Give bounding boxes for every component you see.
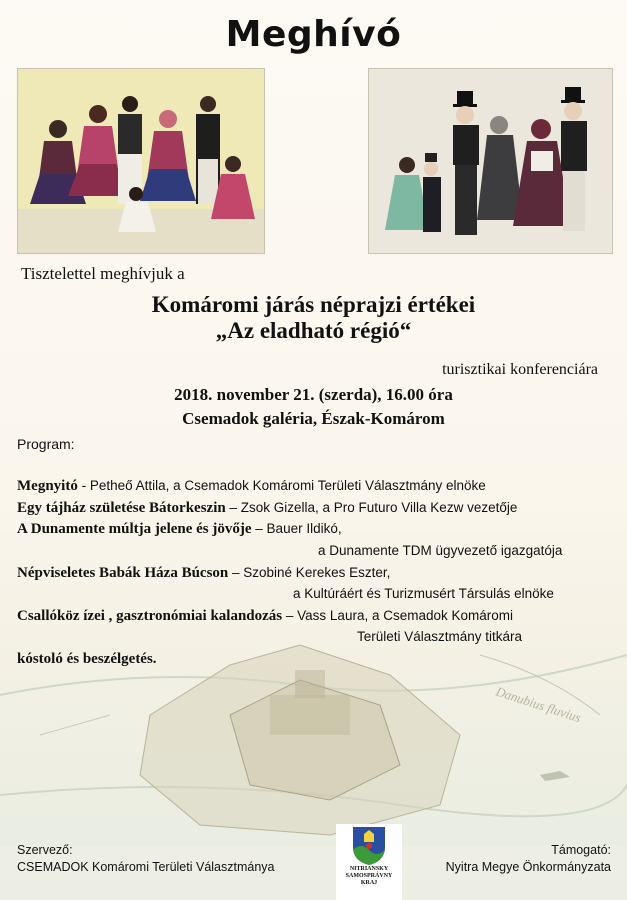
program-item-speaker: – Vass Laura, a Csemadok Komáromi [282, 608, 514, 623]
nitra-region-crest [336, 824, 402, 900]
crest-text-1: NITRIANSKY [349, 866, 389, 872]
program-item-title: Egy tájház születése Bátorkeszin [17, 500, 226, 516]
conference-title: Komáromi járás néprajzi értékei [151, 292, 476, 317]
event-date: 2018. november 21. (szerda), 16.00 óra [174, 385, 453, 404]
program-item-speaker: – Zsok Gizella, a Pro Futuro Villa Kezw vezetője [225, 500, 518, 515]
invitation-text: Tisztelettel meghívjuk a [21, 264, 185, 283]
crest-text-2: SAMOSPRÁVNY [345, 873, 393, 879]
program-item-title: A Dunamente múltja jelene és jövője [17, 521, 252, 537]
supporter-block [446, 842, 611, 876]
program-item-speaker-role: a Dunamente TDM ügyvezető igazgatója [318, 543, 563, 558]
supporter-label: Támogató: [551, 843, 611, 857]
organizer-label: Szervező: [17, 843, 73, 857]
program-item [17, 478, 486, 495]
supporter-name: Nyitra Megye Önkormányzata [445, 860, 611, 874]
program-item-speaker: – Bauer Ildikó, [251, 521, 342, 536]
program-item-title: Csallóköz ízei , gasztronómiai kalandozás [17, 608, 283, 624]
program-item-title: Népviseletes Babák Háza Búcson [17, 565, 229, 581]
conference-type: turisztikai konferenciára [442, 361, 598, 378]
crest-text-3: KRAJ [360, 880, 378, 886]
program-item-speaker-role: a Kultúráért és Turizmusért Társulás elnöke [293, 586, 554, 601]
program-item [17, 608, 513, 625]
program-item [17, 521, 342, 538]
dolls-photo-right [368, 68, 613, 254]
program-label: Program: [17, 436, 75, 452]
program-item-speaker: - Petheő Attila, a Csemadok Komáromi Területi Választmány elnöke [77, 478, 486, 493]
program-item [17, 500, 517, 517]
page-title: Meghívó [225, 14, 402, 55]
program-item-title: Megnyitó [17, 478, 78, 494]
event-venue: Csemadok galéria, Észak-Komárom [182, 409, 445, 428]
conference-subtitle-quote: „Az eladható régió“ [215, 318, 412, 343]
program-item-speaker-role: Területi Választmány titkára [357, 629, 523, 644]
organizer-block [17, 842, 275, 876]
program-item [17, 565, 390, 582]
organizer-name: CSEMADOK Komáromi Területi Választmánya [17, 860, 275, 874]
program-item-speaker: – Szobiné Kerekes Eszter, [228, 565, 391, 580]
crest-shield-icon [352, 826, 386, 866]
closing-note: kóstoló és beszélgetés. [17, 651, 157, 667]
dolls-photo-left [17, 68, 265, 254]
map-river-label: Danubius fluvius [494, 683, 583, 726]
